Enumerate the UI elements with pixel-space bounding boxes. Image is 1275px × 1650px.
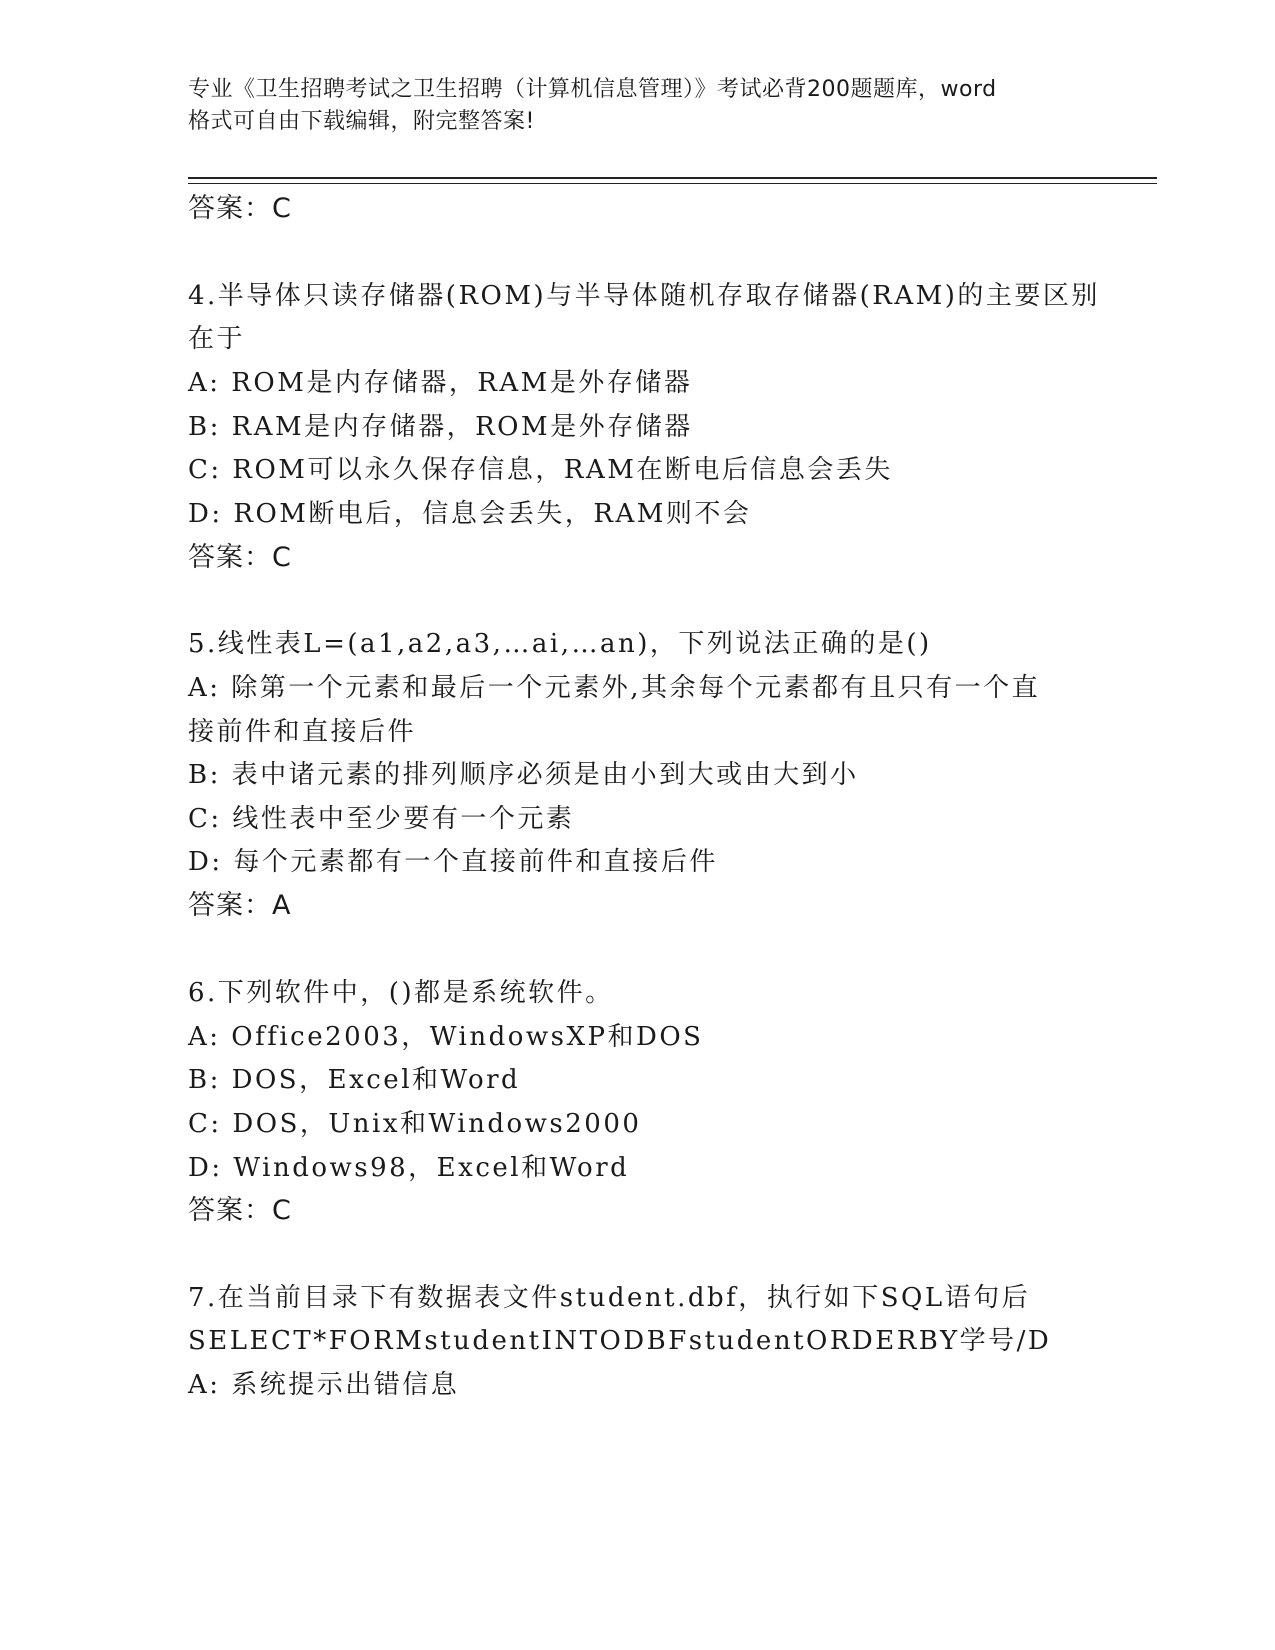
- header-divider-thick: [188, 177, 1157, 179]
- q7-option-a: A: 系统提示出错信息: [188, 1370, 460, 1400]
- q6-option-b: B: DOS，Excel和Word: [188, 1065, 521, 1095]
- q5-answer: 答案：A: [188, 890, 292, 921]
- q6-option-c: C: DOS，Unix和Windows2000: [188, 1109, 642, 1139]
- q6-option-d: D: Windows98，Excel和Word: [188, 1153, 630, 1183]
- header-line-2: 格式可自由下载编辑，附完整答案!: [188, 109, 535, 134]
- q4-option-d: D: ROM断电后，信息会丢失，RAM则不会: [188, 499, 752, 529]
- q4-option-b: B: RAM是内存储器，ROM是外存储器: [188, 412, 693, 442]
- q6-stem: 6.下列软件中，()都是系统软件。: [188, 978, 614, 1008]
- q4-option-a: A: ROM是内存储器，RAM是外存储器: [188, 368, 693, 398]
- q5-option-a-line-1: A: 除第一个元素和最后一个元素外,其余每个元素都有且只有一个直: [188, 673, 1041, 703]
- q7-stem-line-2: SELECT*FORMstudentINTODBFstudentORDERBY学号/D: [188, 1326, 1052, 1356]
- previous-answer: 答案：C: [188, 193, 292, 224]
- q5-option-c: C: 线性表中至少要有一个元素: [188, 804, 575, 834]
- q4-stem-line-2: 在于: [188, 324, 246, 354]
- header-line-1: 专业《卫生招聘考试之卫生招聘（计算机信息管理）》考试必背200题题库，word: [188, 77, 997, 102]
- q6-answer: 答案：C: [188, 1195, 292, 1226]
- document-header: [188, 74, 1088, 138]
- q5-stem: 5.线性表L=(a1,a2,a3,…ai,…an)，下列说法正确的是(): [188, 629, 932, 659]
- q4-option-c: C: ROM可以永久保存信息，RAM在断电后信息会丢失: [188, 455, 893, 485]
- header-divider-thin: [188, 183, 1157, 184]
- q5-option-a-line-2: 接前件和直接后件: [188, 717, 417, 747]
- q5-option-b: B: 表中诸元素的排列顺序必须是由小到大或由大到小: [188, 760, 859, 790]
- q7-stem-line-1: 7.在当前目录下有数据表文件student.dbf，执行如下SQL语句后: [188, 1283, 1031, 1313]
- q4-stem-line-1: 4.半导体只读存储器(ROM)与半导体随机存取存储器(RAM)的主要区别: [188, 281, 1100, 311]
- q4-answer: 答案：C: [188, 542, 292, 573]
- q5-option-d: D: 每个元素都有一个直接前件和直接后件: [188, 847, 718, 877]
- q6-option-a: A: Office2003，WindowsXP和DOS: [188, 1022, 704, 1052]
